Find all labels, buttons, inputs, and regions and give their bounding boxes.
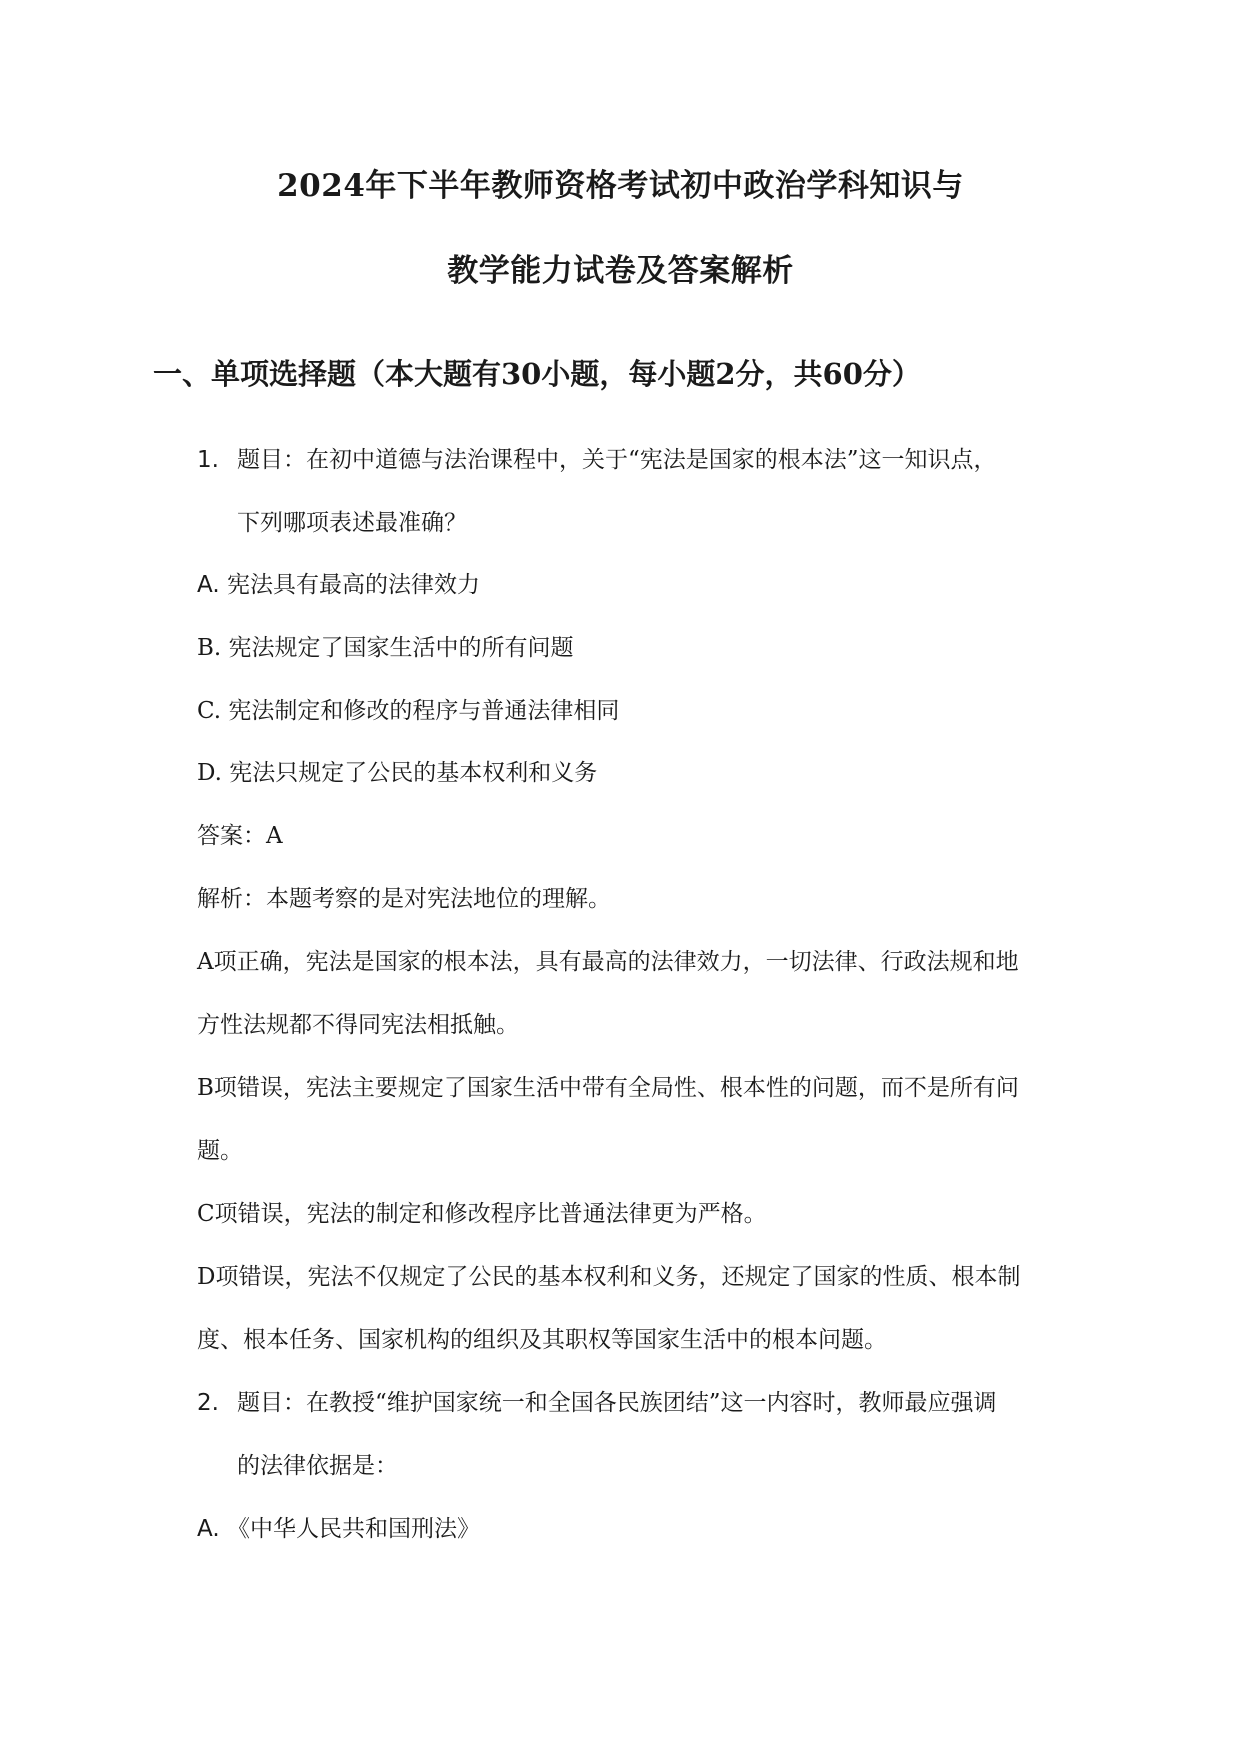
- question-stem: 题目：在初中道德与法治课程中，关于“宪法是国家的根本法”这一知识点，: [237, 447, 997, 473]
- option-text: 《中华人民共和国刑法》: [226, 1516, 480, 1542]
- analysis-line: C项错误，宪法的制定和修改程序比普通法律更为严格。: [197, 1201, 767, 1227]
- question-1-stem-line1: [197, 441, 997, 474]
- analysis-line: 方性法规都不得同宪法相抵触。: [197, 1012, 519, 1038]
- section-heading: 一、单项选择题（本大题有30小题，每小题2分，共60分）: [153, 357, 921, 391]
- option-text: 宪法具有最高的法律效力: [226, 572, 480, 598]
- option-label: A.: [197, 1516, 220, 1542]
- analysis-line: 度、根本任务、国家机构的组织及其职权等国家生活中的根本问题。: [197, 1327, 887, 1353]
- analysis-line: B项错误，宪法主要规定了国家生活中带有全局性、根本性的问题，而不是所有问: [197, 1075, 1019, 1101]
- analysis-line: 题。: [197, 1138, 243, 1164]
- question-1-option-c: [197, 692, 619, 725]
- question-1-stem-line2: 下列哪项表述最准确？: [237, 510, 467, 536]
- option-label: A.: [197, 572, 220, 598]
- question-number: 2.: [197, 1390, 219, 1416]
- analysis-line: A项正确，宪法是国家的根本法，具有最高的法律效力，一切法律、行政法规和地: [197, 949, 1019, 975]
- question-1-answer: 答案：A: [197, 823, 283, 849]
- option-text: 宪法只规定了公民的基本权利和义务: [229, 760, 598, 786]
- analysis-line: D项错误，宪法不仅规定了公民的基本权利和义务，还规定了国家的性质、根本制: [197, 1264, 1021, 1290]
- question-stem: 题目：在教授“维护国家统一和全国各民族团结”这一内容时，教师最应强调: [237, 1390, 997, 1416]
- option-label: B.: [197, 635, 222, 661]
- question-2-stem-line1: [197, 1384, 997, 1417]
- option-text: 宪法规定了国家生活中的所有问题: [228, 635, 574, 661]
- document-title-line2: 教学能力试卷及答案解析: [447, 253, 794, 289]
- question-1-option-a: [197, 566, 480, 599]
- option-label: C.: [197, 698, 222, 724]
- option-text: 宪法制定和修改的程序与普通法律相同: [228, 698, 620, 724]
- question-1-option-b: [197, 629, 574, 662]
- question-2-option-a: [197, 1510, 480, 1543]
- document-title-line1: 2024年下半年教师资格考试初中政治学科知识与: [277, 168, 964, 204]
- analysis-line: 解析：本题考察的是对宪法地位的理解。: [197, 886, 611, 912]
- question-1-option-d: [197, 754, 597, 787]
- question-2-stem-line2: 的法律依据是：: [237, 1453, 398, 1479]
- option-label: D.: [197, 760, 222, 786]
- question-number: 1.: [197, 447, 219, 473]
